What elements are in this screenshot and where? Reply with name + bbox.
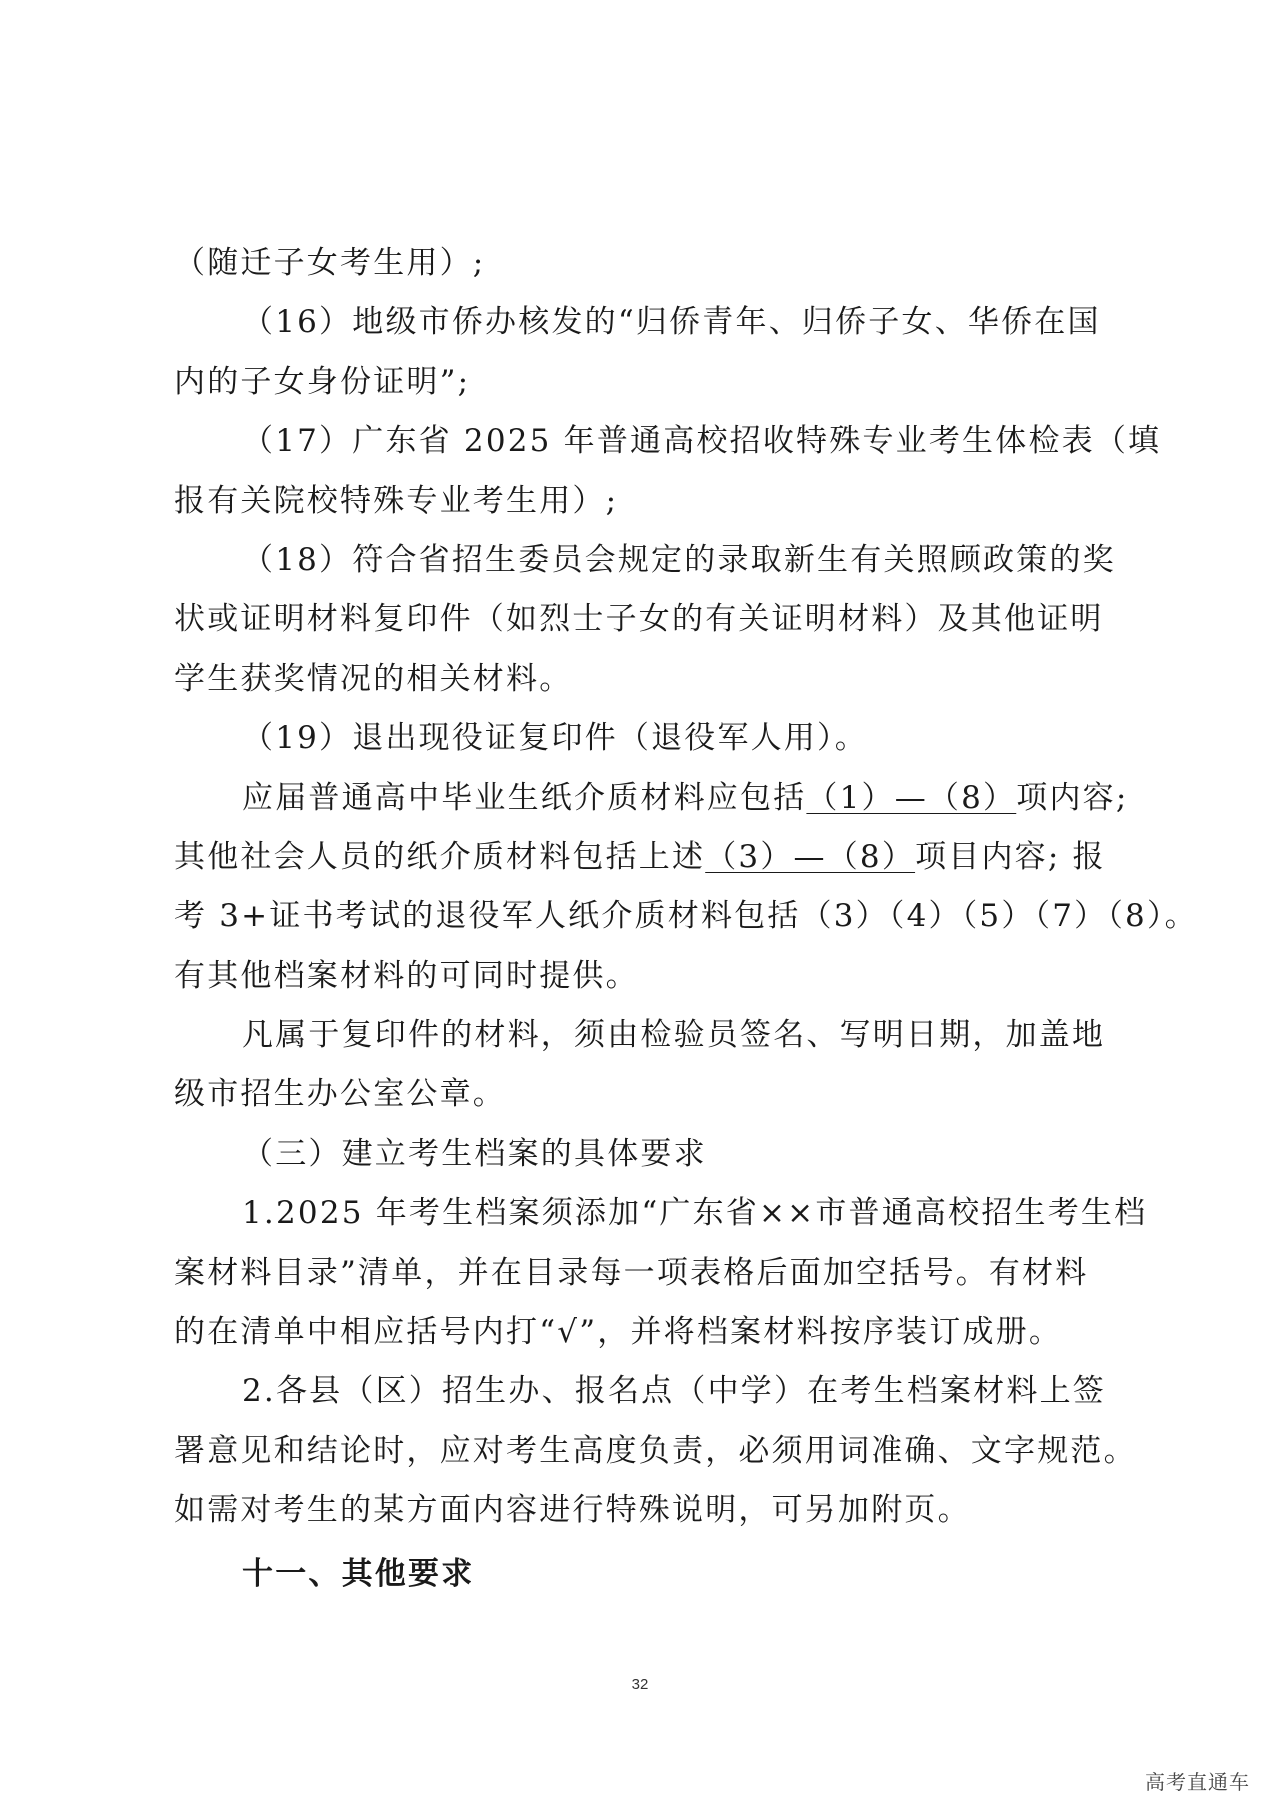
text-segment: 项内容;	[1016, 779, 1129, 816]
section-heading: 十一、其他要求	[242, 1555, 475, 1592]
paragraph-copies: 凡属于复印件的材料，须由检验员签名、写明日期，加盖地	[242, 1017, 1106, 1054]
underlined-range: （1）—（8）	[806, 779, 1017, 816]
text-line: 案材料目录”清单，并在目录每一项表格后面加空括号。有材料	[174, 1254, 1089, 1291]
text-segment: 应届普通高中毕业生纸介质材料应包括	[242, 779, 807, 816]
paragraph-item-2: 2.各县（区）招生办、报名点（中学）在考生档案材料上签	[242, 1373, 1106, 1410]
text-line: 报有关院校特殊专业考生用）;	[174, 482, 619, 519]
document-body	[174, 234, 1198, 1604]
list-item-16: （16）地级市侨办核发的“归侨青年、归侨子女、华侨在国	[242, 304, 1101, 341]
text-line: （随迁子女考生用）;	[174, 245, 486, 281]
text-line: 内的子女身份证明”;	[174, 363, 471, 400]
list-item-19: （19）退出现役证复印件（退役军人用）。	[242, 720, 868, 757]
text-line: 有其他档案材料的可同时提供。	[174, 957, 639, 994]
text-line: 学生获奖情况的相关材料。	[174, 660, 573, 697]
list-item-17: （17）广东省 2025 年普通高校招收特殊专业考生体检表（填	[242, 423, 1162, 460]
paragraph-materials-line	[174, 769, 1129, 828]
text-line: 署意见和结论时，应对考生高度负责，必须用词准确、文字规范。	[174, 1432, 1137, 1469]
paragraph-item-1: 1.2025 年考生档案须添加“广东省××市普通高校招生考生档	[242, 1195, 1148, 1232]
text-line: 的在清单中相应括号内打“√”，并将档案材料按序装订成册。	[174, 1314, 1063, 1351]
paragraph-materials-line	[174, 828, 1114, 887]
text-line: 状或证明材料复印件（如烈士子女的有关证明材料）及其他证明	[174, 601, 1104, 638]
list-item-18: （18）符合省招生委员会规定的录取新生有关照顾政策的奖	[242, 541, 1116, 578]
watermark: 高考直通车	[1145, 1770, 1250, 1794]
text-line: 考 3+证书考试的退役军人纸介质材料包括（3）（4）（5）（7）（8）。	[174, 898, 1198, 935]
underlined-range: （3）—（8）	[705, 838, 916, 875]
text-line: 级市招生办公室公章。	[174, 1076, 506, 1113]
page-number: 32	[631, 1676, 649, 1693]
text-segment: 项目内容; 报	[915, 838, 1106, 875]
subsection-heading: （三）建立考生档案的具体要求	[242, 1135, 707, 1172]
text-segment: 其他社会人员的纸介质材料包括上述	[174, 838, 706, 875]
text-line: 如需对考生的某方面内容进行特殊说明，可另加附页。	[174, 1492, 971, 1529]
